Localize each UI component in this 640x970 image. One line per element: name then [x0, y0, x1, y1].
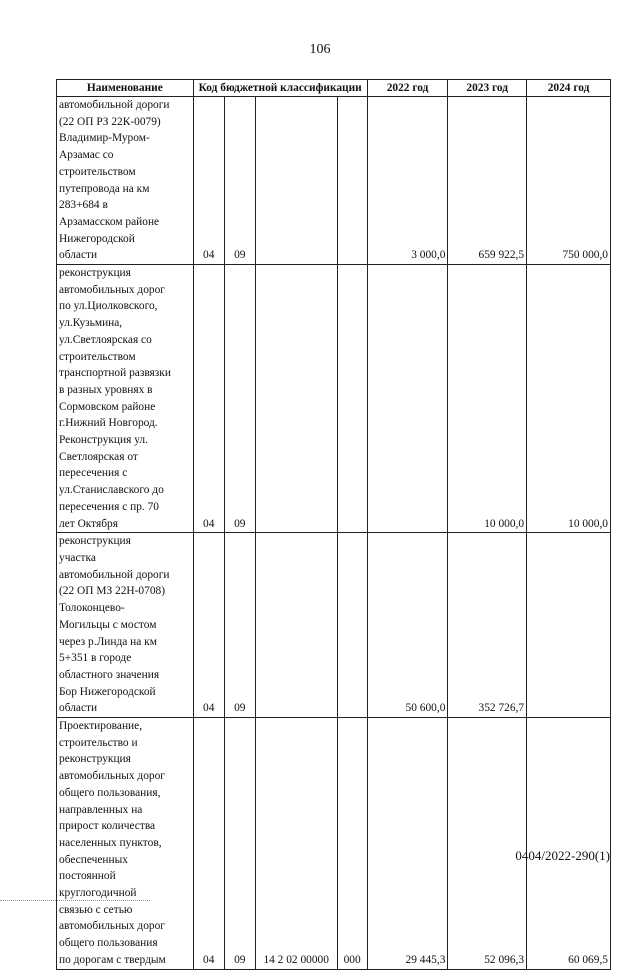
code-target — [255, 97, 337, 265]
code-section: 04 — [193, 718, 224, 970]
table-row — [57, 533, 611, 718]
row-name: Проектирование, строительство и реконструкция автомобильных дорог общего пользования, направленных на прирост количества населенных пунктов, обеспеченных постоянной круглогодичной связью с сетью автомобильных дорог общего пользования по дорогам с твердым — [57, 718, 194, 970]
code-subsection: 09 — [224, 533, 255, 718]
value-2023: 659 922,5 — [448, 97, 527, 265]
value-2022: 29 445,3 — [367, 718, 448, 970]
code-section: 04 — [193, 265, 224, 533]
header-2024: 2024 год — [527, 80, 611, 97]
code-section: 04 — [193, 533, 224, 718]
code-section: 04 — [193, 97, 224, 265]
code-subsection: 09 — [224, 97, 255, 265]
scan-artifact — [0, 900, 150, 903]
value-2023: 52 096,3 — [448, 718, 527, 970]
table-row — [57, 97, 611, 265]
value-2023: 352 726,7 — [448, 533, 527, 718]
code-subsection: 09 — [224, 718, 255, 970]
value-2024: 750 000,0 — [527, 97, 611, 265]
table-row — [57, 718, 611, 970]
budget-table — [56, 79, 611, 970]
code-expense-type — [337, 533, 367, 718]
value-2024: 60 069,5 — [527, 718, 611, 970]
value-2022: 50 600,0 — [367, 533, 448, 718]
value-2023: 10 000,0 — [448, 265, 527, 533]
header-code: Код бюджетной классификации — [193, 80, 367, 97]
page-number: 106 — [309, 42, 331, 57]
value-2024: 10 000,0 — [527, 265, 611, 533]
value-2022 — [367, 265, 448, 533]
code-target: 14 2 02 00000 — [255, 718, 337, 970]
code-subsection: 09 — [224, 265, 255, 533]
header-2022: 2022 год — [367, 80, 448, 97]
document-code: 0404/2022-290(1) — [515, 848, 610, 863]
row-name: автомобильной дороги (22 ОП РЗ 22К-0079) Владимир-Муром- Арзамас со строительством путепровода на км 283+684 в Арзамасском районе Нижегородской области — [57, 97, 194, 265]
code-expense-type — [337, 265, 367, 533]
header-name: Наименование — [57, 80, 194, 97]
value-2024 — [527, 533, 611, 718]
table-row — [57, 265, 611, 533]
row-name: реконструкция участка автомобильной дороги (22 ОП МЗ 22Н-0708) Толоконцево- Могильцы с мостом через р.Линда на км 5+351 в городе областного значения Бор Нижегородской области — [57, 533, 194, 718]
value-2022: 3 000,0 — [367, 97, 448, 265]
header-2023: 2023 год — [448, 80, 527, 97]
code-target — [255, 533, 337, 718]
row-name: реконструкция автомобильных дорог по ул.Циолковского, ул.Кузьмина, ул.Светлоярская со строительством транспортной развязки в разных уровнях в Сормовском районе г.Нижний Новгород. Реконструкция ул. Светлоярская от пересечения с ул.Станиславского до пересечения с пр. 70 лет Октября — [57, 265, 194, 533]
table-header-row — [57, 80, 611, 97]
code-expense-type: 000 — [337, 718, 367, 970]
code-expense-type — [337, 97, 367, 265]
code-target — [255, 265, 337, 533]
